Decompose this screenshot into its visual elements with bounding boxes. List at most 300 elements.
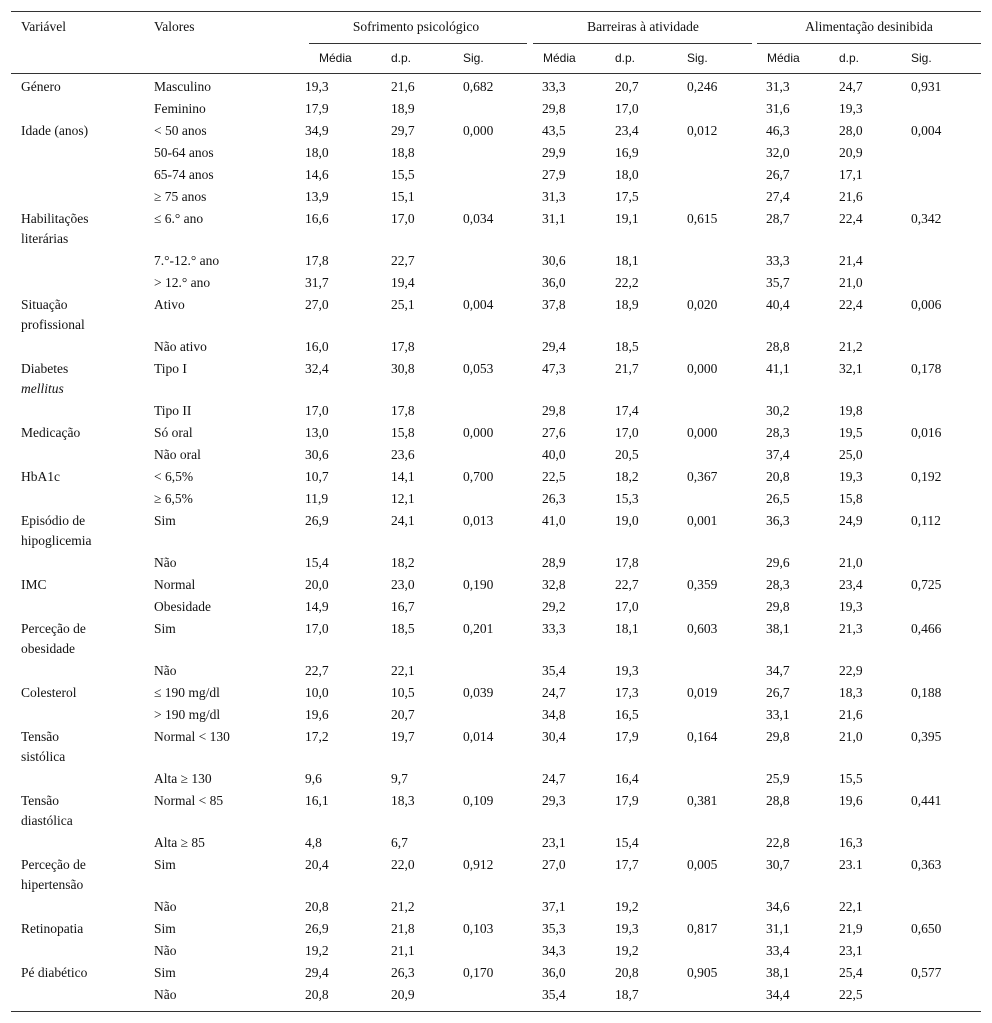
table-cell: 22,1 (391, 663, 415, 678)
variable-label: HbA1c (21, 469, 60, 484)
table-cell: 0,170 (463, 965, 494, 980)
table-cell: 0,013 (463, 513, 494, 528)
table-cell: 26,9 (305, 921, 329, 936)
value-label: Não (154, 663, 177, 678)
table-cell: 13,0 (305, 425, 329, 440)
table-cell: 0,004 (463, 297, 494, 312)
table-cell: 40,4 (766, 297, 790, 312)
table-cell: 18,1 (615, 621, 639, 636)
table-cell: 20,4 (305, 857, 329, 872)
value-label: Não oral (154, 447, 201, 462)
value-label: Obesidade (154, 599, 211, 614)
table-cell: 0,012 (687, 123, 718, 138)
table-cell: 28,3 (766, 577, 790, 592)
table-cell: 30,2 (766, 403, 790, 418)
variable-label: Pé diabético (21, 965, 88, 980)
table-cell: 18,1 (615, 253, 639, 268)
table-cell: 18,9 (391, 101, 415, 116)
table-cell: 36,0 (542, 275, 566, 290)
table-cell: 9,7 (391, 771, 408, 786)
subheader-sig: Sig. (463, 51, 484, 65)
table-cell: 32,8 (542, 577, 566, 592)
table-cell: 31,7 (305, 275, 329, 290)
table-cell: 30,6 (305, 447, 329, 462)
table-cell: 17,0 (305, 621, 329, 636)
table-cell: 0,817 (687, 921, 718, 936)
table-cell: 31,1 (766, 921, 790, 936)
subheader-sig: Sig. (911, 51, 932, 65)
bottom-rule (11, 1011, 981, 1012)
table-cell: 17,8 (615, 555, 639, 570)
table-cell: 23.1 (839, 857, 863, 872)
table-cell: 0,020 (687, 297, 718, 312)
table-cell: 28,3 (766, 425, 790, 440)
table-cell: 22,2 (615, 275, 639, 290)
table-cell: 27,9 (542, 167, 566, 182)
table-cell: 0,363 (911, 857, 942, 872)
table-cell: 0,725 (911, 577, 942, 592)
table-cell: 9,6 (305, 771, 322, 786)
table-cell: 15,5 (391, 167, 415, 182)
value-label: < 6,5% (154, 469, 194, 484)
table-cell: 17,0 (615, 599, 639, 614)
table-cell: 0,342 (911, 211, 942, 226)
table-cell: 31,6 (766, 101, 790, 116)
table-cell: 19,7 (391, 729, 415, 744)
table-cell: 20,0 (305, 577, 329, 592)
table-cell: 28,9 (542, 555, 566, 570)
table-cell: 0,178 (911, 361, 942, 376)
table-cell: 38,1 (766, 621, 790, 636)
table-cell: 37,8 (542, 297, 566, 312)
value-label: ≤ 190 mg/dl (154, 685, 220, 700)
table-cell: 19,2 (305, 943, 329, 958)
table-cell: 0,005 (687, 857, 718, 872)
table-cell: 21,3 (839, 621, 863, 636)
table-cell: 0,014 (463, 729, 494, 744)
value-label: Alta ≥ 85 (154, 835, 205, 850)
value-label: Sim (154, 921, 176, 936)
variable-label: Tensão (21, 729, 60, 744)
value-label: 7.°-12.° ano (154, 253, 220, 268)
table-cell: 14,6 (305, 167, 329, 182)
table-cell: 26,7 (766, 167, 790, 182)
table-cell: 29,8 (542, 101, 566, 116)
value-label: < 50 anos (154, 123, 207, 138)
table-cell: 21,4 (839, 253, 863, 268)
variable-label: Colesterol (21, 685, 77, 700)
table-cell: 18,9 (615, 297, 639, 312)
table-cell: 16,9 (615, 145, 639, 160)
top-rule (11, 11, 981, 12)
table-cell: 0,000 (687, 361, 718, 376)
table-cell: 0,603 (687, 621, 718, 636)
table-cell: 24,7 (542, 771, 566, 786)
variable-label: mellitus (21, 381, 64, 396)
table-cell: 15,4 (615, 835, 639, 850)
table-cell: 18,0 (305, 145, 329, 160)
table-cell: 23,0 (391, 577, 415, 592)
value-label: Não (154, 555, 177, 570)
table-cell: 29,4 (542, 339, 566, 354)
table-cell: 16,7 (391, 599, 415, 614)
table-cell: 24,1 (391, 513, 415, 528)
table-cell: 34,8 (542, 707, 566, 722)
table-cell: 18,5 (615, 339, 639, 354)
table-cell: 17,7 (615, 857, 639, 872)
table-cell: 34,4 (766, 987, 790, 1002)
table-cell: 25,9 (766, 771, 790, 786)
table-cell: 30,7 (766, 857, 790, 872)
variable-label: Género (21, 79, 61, 94)
table-cell: 46,3 (766, 123, 790, 138)
table-cell: 32,4 (305, 361, 329, 376)
table-cell: 19,6 (839, 793, 863, 808)
table-cell: 41,1 (766, 361, 790, 376)
table-cell: 17,0 (391, 211, 415, 226)
table-cell: 0,682 (463, 79, 494, 94)
table-cell: 0,700 (463, 469, 494, 484)
table-cell: 29,4 (305, 965, 329, 980)
table-cell: 0,112 (911, 513, 941, 528)
value-label: Não (154, 899, 177, 914)
value-label: > 190 mg/dl (154, 707, 221, 722)
variable-label: Habilitações (21, 211, 89, 226)
table-cell: 21,0 (839, 729, 863, 744)
table-cell: 21,6 (839, 707, 863, 722)
table-cell: 33,1 (766, 707, 790, 722)
table-cell: 22,5 (542, 469, 566, 484)
table-cell: 37,4 (766, 447, 790, 462)
table-cell: 35,3 (542, 921, 566, 936)
table-cell: 19,3 (839, 469, 863, 484)
table-cell: 19,2 (615, 899, 639, 914)
table-cell: 11,9 (305, 491, 329, 506)
table-cell: 28,8 (766, 793, 790, 808)
table-cell: 29,9 (542, 145, 566, 160)
table-cell: 19,3 (615, 921, 639, 936)
table-cell: 0,912 (463, 857, 494, 872)
table-cell: 20,9 (839, 145, 863, 160)
subheader-dp: d.p. (615, 51, 636, 65)
table-cell: 24,7 (839, 79, 863, 94)
header-group-barreiras: Barreiras à atividade (587, 19, 699, 34)
table-cell: 21,2 (391, 899, 415, 914)
variable-label: Situação (21, 297, 68, 312)
value-label: Sim (154, 513, 176, 528)
table-cell: 24,9 (839, 513, 863, 528)
table-cell: 0,103 (463, 921, 494, 936)
table-cell: 20,8 (305, 899, 329, 914)
table-cell: 25,4 (839, 965, 863, 980)
table-cell: 28,8 (766, 339, 790, 354)
value-label: > 12.° ano (154, 275, 211, 290)
table-cell: 0,109 (463, 793, 494, 808)
table-cell: 25,0 (839, 447, 863, 462)
table-cell: 21,1 (391, 943, 415, 958)
table-cell: 30,8 (391, 361, 415, 376)
table-cell: 29,3 (542, 793, 566, 808)
table-cell: 36,0 (542, 965, 566, 980)
value-label: Masculino (154, 79, 211, 94)
table-cell: 20,8 (766, 469, 790, 484)
table-cell: 17,9 (615, 793, 639, 808)
table-cell: 20,5 (615, 447, 639, 462)
table-cell: 23,4 (839, 577, 863, 592)
group-underline-alimentacao (757, 43, 981, 44)
variable-label: Idade (anos) (21, 123, 89, 138)
subheader-dp: d.p. (391, 51, 412, 65)
table-cell: 17,0 (615, 101, 639, 116)
group-underline-sofrimento (309, 43, 527, 44)
table-cell: 0,192 (911, 469, 942, 484)
variable-label: Diabetes (21, 361, 69, 376)
table-cell: 21,9 (839, 921, 863, 936)
table-cell: 10,0 (305, 685, 329, 700)
table-cell: 19,0 (615, 513, 639, 528)
table-cell: 32,1 (839, 361, 863, 376)
variable-label: obesidade (21, 641, 75, 656)
value-label: Sim (154, 621, 176, 636)
value-label: ≥ 6,5% (154, 491, 193, 506)
table-cell: 23,6 (391, 447, 415, 462)
table-cell: 26,3 (391, 965, 415, 980)
table-cell: 0,615 (687, 211, 718, 226)
value-label: 50-64 anos (154, 145, 214, 160)
variable-label: IMC (21, 577, 47, 592)
table-cell: 16,4 (615, 771, 639, 786)
value-label: ≤ 6.° ano (154, 211, 204, 226)
table-cell: 6,7 (391, 835, 408, 850)
table-cell: 14,9 (305, 599, 329, 614)
table-cell: 35,4 (542, 663, 566, 678)
table-cell: 12,1 (391, 491, 415, 506)
table-cell: 21,7 (615, 361, 639, 376)
subheader-media: Média (319, 51, 352, 65)
value-label: Só oral (154, 425, 193, 440)
table-cell: 34,6 (766, 899, 790, 914)
table-cell: 17,8 (305, 253, 329, 268)
table-cell: 0,034 (463, 211, 494, 226)
table-cell: 18,5 (391, 621, 415, 636)
value-label: Alta ≥ 130 (154, 771, 212, 786)
table-cell: 19,8 (839, 403, 863, 418)
subheader-dp: d.p. (839, 51, 860, 65)
table-cell: 30,6 (542, 253, 566, 268)
table-cell: 27,4 (766, 189, 790, 204)
table-cell: 34,9 (305, 123, 329, 138)
value-label: Tipo II (154, 403, 192, 418)
value-label: Normal < 130 (154, 729, 230, 744)
table-cell: 22,4 (839, 297, 863, 312)
table-cell: 23,1 (542, 835, 566, 850)
table-cell: 19,3 (839, 599, 863, 614)
table-cell: 22,7 (305, 663, 329, 678)
table-cell: 0,016 (911, 425, 942, 440)
variable-label: Retinopatia (21, 921, 84, 936)
variable-label: sistólica (21, 749, 66, 764)
variable-label: literárias (21, 231, 69, 246)
table-cell: 19,5 (839, 425, 863, 440)
table-cell: 14,1 (391, 469, 415, 484)
table-cell: 21,8 (391, 921, 415, 936)
table-cell: 36,3 (766, 513, 790, 528)
table-cell: 15,5 (839, 771, 863, 786)
table-cell: 0,000 (463, 425, 494, 440)
table-cell: 18,2 (391, 555, 415, 570)
value-label: Tipo I (154, 361, 187, 376)
table-cell: 0,004 (911, 123, 942, 138)
table-cell: 0,188 (911, 685, 942, 700)
variable-label: Perceção de (21, 857, 86, 872)
table-cell: 32,0 (766, 145, 790, 160)
table-cell: 21,2 (839, 339, 863, 354)
table-cell: 43,5 (542, 123, 566, 138)
variable-label: Episódio de (21, 513, 86, 528)
header-variable: Variável (21, 19, 66, 34)
table-cell: 0,164 (687, 729, 718, 744)
table-cell: 29,6 (766, 555, 790, 570)
table-cell: 19,4 (391, 275, 415, 290)
value-label: 65-74 anos (154, 167, 214, 182)
variable-label: Medicação (21, 425, 81, 440)
table-cell: 29,8 (766, 599, 790, 614)
table-cell: 25,1 (391, 297, 415, 312)
table-cell: 19,3 (839, 101, 863, 116)
table-cell: 0,381 (687, 793, 718, 808)
table-cell: 22,1 (839, 899, 863, 914)
variable-label: profissional (21, 317, 85, 332)
table-cell: 29,8 (542, 403, 566, 418)
value-label: Normal < 85 (154, 793, 224, 808)
table-cell: 19,1 (615, 211, 639, 226)
table-cell: 22,7 (391, 253, 415, 268)
table-cell: 0,039 (463, 685, 494, 700)
table-cell: 16,0 (305, 339, 329, 354)
table-cell: 0,053 (463, 361, 494, 376)
table-cell: 47,3 (542, 361, 566, 376)
table-cell: 28,0 (839, 123, 863, 138)
table-cell: 26,7 (766, 685, 790, 700)
value-label: ≥ 75 anos (154, 189, 207, 204)
table-cell: 0,000 (687, 425, 718, 440)
group-underline-barreiras (533, 43, 752, 44)
table-cell: 20,8 (615, 965, 639, 980)
table-cell: 0,650 (911, 921, 942, 936)
table-cell: 17,0 (615, 425, 639, 440)
table-cell: 40,0 (542, 447, 566, 462)
table-cell: 0,466 (911, 621, 942, 636)
table-cell: 28,7 (766, 211, 790, 226)
table-cell: 17,1 (839, 167, 863, 182)
table-cell: 31,3 (542, 189, 566, 204)
table-cell: 17,9 (305, 101, 329, 116)
table-cell: 17,3 (615, 685, 639, 700)
table-cell: 22,5 (839, 987, 863, 1002)
table-cell: 0,395 (911, 729, 942, 744)
header-values: Valores (154, 19, 195, 34)
table-cell: 37,1 (542, 899, 566, 914)
table-cell: 20,8 (305, 987, 329, 1002)
table-cell: 35,4 (542, 987, 566, 1002)
table-cell: 22,4 (839, 211, 863, 226)
table-cell: 26,5 (766, 491, 790, 506)
value-label: Feminino (154, 101, 206, 116)
table-cell: 18,2 (615, 469, 639, 484)
table-cell: 0,000 (463, 123, 494, 138)
table-cell: 15,3 (615, 491, 639, 506)
table-cell: 18,7 (615, 987, 639, 1002)
subheader-media: Média (767, 51, 800, 65)
table-cell: 17,8 (391, 403, 415, 418)
table-cell: 21,6 (391, 79, 415, 94)
table-cell: 21,6 (839, 189, 863, 204)
variable-label: hipoglicemia (21, 533, 92, 548)
table-cell: 41,0 (542, 513, 566, 528)
table-cell: 15,1 (391, 189, 415, 204)
table-cell: 15,8 (839, 491, 863, 506)
table-cell: 17,9 (615, 729, 639, 744)
table-cell: 0,577 (911, 965, 942, 980)
table-cell: 22,7 (615, 577, 639, 592)
table-cell: 17,5 (615, 189, 639, 204)
value-label: Sim (154, 857, 176, 872)
header-group-alimentacao: Alimentação desinibida (805, 19, 933, 34)
table-cell: 23,4 (615, 123, 639, 138)
table-cell: 0,001 (687, 513, 718, 528)
table-cell: 21,0 (839, 275, 863, 290)
table-cell: 35,7 (766, 275, 790, 290)
table-cell: 31,1 (542, 211, 566, 226)
table-cell: 18,3 (391, 793, 415, 808)
table-cell: 29,8 (766, 729, 790, 744)
table-cell: 0,201 (463, 621, 494, 636)
table-cell: 30,4 (542, 729, 566, 744)
value-label: Sim (154, 965, 176, 980)
table-cell: 33,3 (542, 79, 566, 94)
table-cell: 4,8 (305, 835, 322, 850)
header-group-sofrimento: Sofrimento psicológico (352, 19, 480, 34)
table-cell: 38,1 (766, 965, 790, 980)
table-cell: 0,246 (687, 79, 718, 94)
table-cell: 26,3 (542, 491, 566, 506)
table-cell: 33,3 (766, 253, 790, 268)
table-cell: 24,7 (542, 685, 566, 700)
table-cell: 29,2 (542, 599, 566, 614)
table-cell: 16,1 (305, 793, 329, 808)
variable-label: hipertensão (21, 877, 84, 892)
table-cell: 0,931 (911, 79, 942, 94)
table-cell: 17,0 (305, 403, 329, 418)
table-cell: 26,9 (305, 513, 329, 528)
table-cell: 16,5 (615, 707, 639, 722)
table-cell: 0,359 (687, 577, 718, 592)
table-cell: 16,3 (839, 835, 863, 850)
table-cell: 31,3 (766, 79, 790, 94)
table-cell: 17,2 (305, 729, 329, 744)
table-cell: 19,3 (305, 79, 329, 94)
variable-label: diastólica (21, 813, 73, 828)
table-cell: 22,0 (391, 857, 415, 872)
table-cell: 20,7 (615, 79, 639, 94)
table-cell: 15,8 (391, 425, 415, 440)
table-cell: 16,6 (305, 211, 329, 226)
table-cell: 22,9 (839, 663, 863, 678)
table-cell: 0,006 (911, 297, 942, 312)
table-cell: 17,4 (615, 403, 639, 418)
value-label: Não ativo (154, 339, 207, 354)
table-cell: 27,0 (305, 297, 329, 312)
